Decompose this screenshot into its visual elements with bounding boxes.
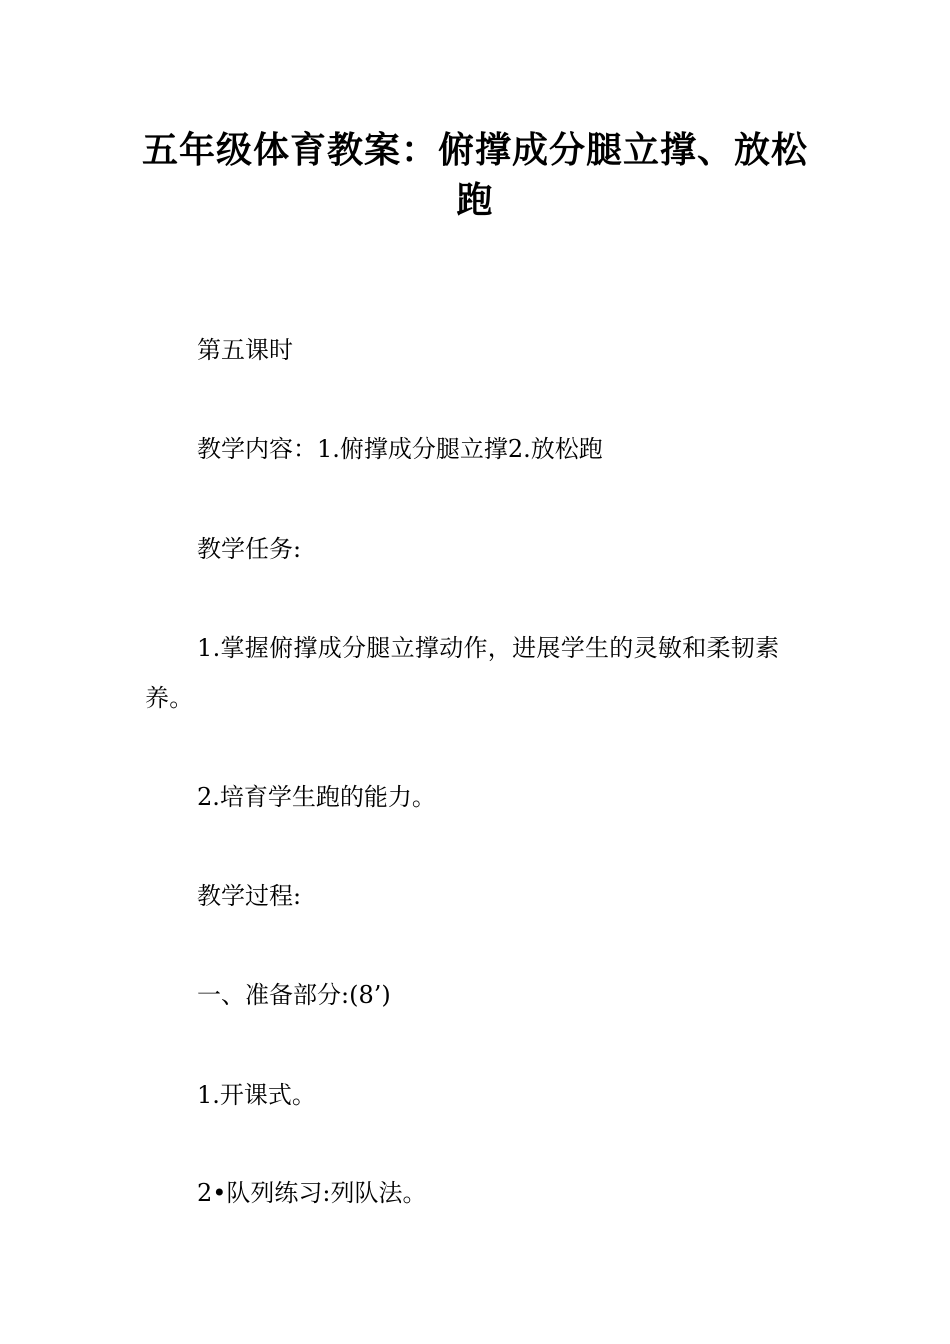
- preparation-step-2: 2•队列练习:列队法。: [197, 1179, 427, 1207]
- teaching-task-2: 2.培育学生跑的能力。: [197, 783, 436, 811]
- teaching-process-heading: 教学过程:: [197, 882, 302, 910]
- preparation-section-heading: 一、准备部分:(8’): [197, 981, 391, 1009]
- teaching-task-1: 1.掌握俯撑成分腿立撑动作，进展学生的灵敏和柔韧素养。: [145, 634, 780, 712]
- preparation-step-1: 1.开课式。: [197, 1081, 316, 1109]
- teaching-tasks-heading: 教学任务:: [197, 535, 302, 563]
- teaching-content: 教学内容：1.俯撑成分腿立撑2.放松跑: [197, 435, 603, 463]
- lesson-number: 第五课时: [197, 336, 293, 364]
- document-title: 五年级体育教案：俯撑成分腿立撑、放松跑: [141, 130, 808, 221]
